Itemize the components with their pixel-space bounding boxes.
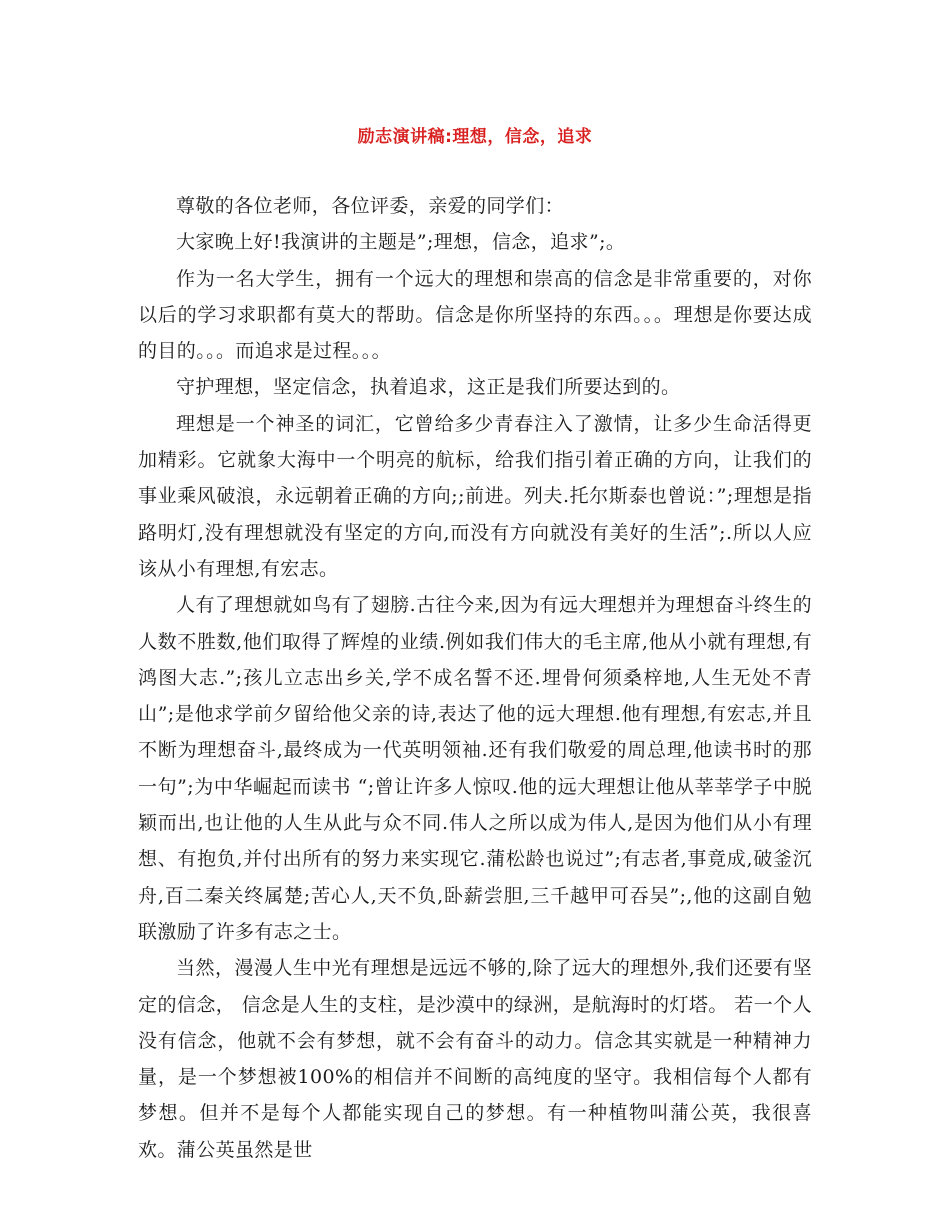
paragraph-greeting: 尊敬的各位老师，各位评委，亲爱的同学们：	[176, 195, 565, 217]
paragraph-thesis: 守护理想，坚定信念，执着追求，这正是我们所要达到的。	[176, 376, 681, 399]
document-body	[138, 188, 812, 1168]
document-title: 励志演讲稿:理想，信念，追求	[357, 127, 593, 147]
paragraph-ideal: 理想是一个神圣的词汇，它曾给多少青春注入了激情，让多少生命活得更加精彩。它就象大海中一个明亮的航标，给我们指引着正确的方向，让我们的事业乘风破浪，永远朝着正确的方向;;前进。列夫.托尔斯泰也曾说：”;理想是指路明灯,没有理想就没有坚定的方向,而没有方向就没有美好的生活”;.所以人应该从小有理想,有宏志。	[138, 412, 812, 580]
paragraph-opening: 大家晚上好!我演讲的主题是”;理想，信念，追求”;。	[176, 231, 626, 254]
paragraph-belief: 当然，漫漫人生中光有理想是远远不够的,除了远大的理想外,我们还要有坚定的信念， 信念是人生的支柱，是沙漠中的绿洲，是航海时的灯塔。 若一个人没有信念，他就不会有梦想，就不会有奋斗的动力。信念其实就是一种精神力量，是一个梦想被100%的相信并不间断的高纯度的坚守。我相信每个人都有梦想。但并不是每个人都能实现自己的梦想。有一种植物叫蒲公英，我很喜欢。蒲公英虽然是世	[138, 957, 812, 1161]
paragraph-intro: 作为一名大学生，拥有一个远大的理想和崇高的信念是非常重要的，对你以后的学习求职都有莫大的帮助。信念是你所坚持的东西。。。理想是你要达成的目的。。。而追求是过程。。。	[138, 267, 812, 363]
paragraph-examples: 人有了理想就如鸟有了翅膀.古往今来,因为有远大理想并为理想奋斗终生的人数不胜数,他们取得了辉煌的业绩.例如我们伟大的毛主席,他从小就有理想,有鸿图大志.”;孩儿立志出乡关,学不成名誓不还.埋骨何须桑梓地,人生无处不青山”;是他求学前夕留给他父亲的诗,表达了他的远大理想.他有理想,有宏志,并且不断为理想奋斗,最终成为一代英明领袖.还有我们敬爱的周总理,他读书时的那一句”;为中华崛起而读书 “;曾让许多人惊叹.他的远大理想让他从莘莘学子中脱颖而出,也让他的人生从此与众不同.伟人之所以成为伟人,是因为他们从小有理想、有抱负,并付出所有的努力来实现它.蒲松龄也说过”;有志者,事竟成,破釜沉舟,百二秦关终属楚;苦心人,天不负,卧薪尝胆,三千越甲可吞吴”;,他的这副自勉联激励了许多有志之士。	[138, 594, 812, 943]
